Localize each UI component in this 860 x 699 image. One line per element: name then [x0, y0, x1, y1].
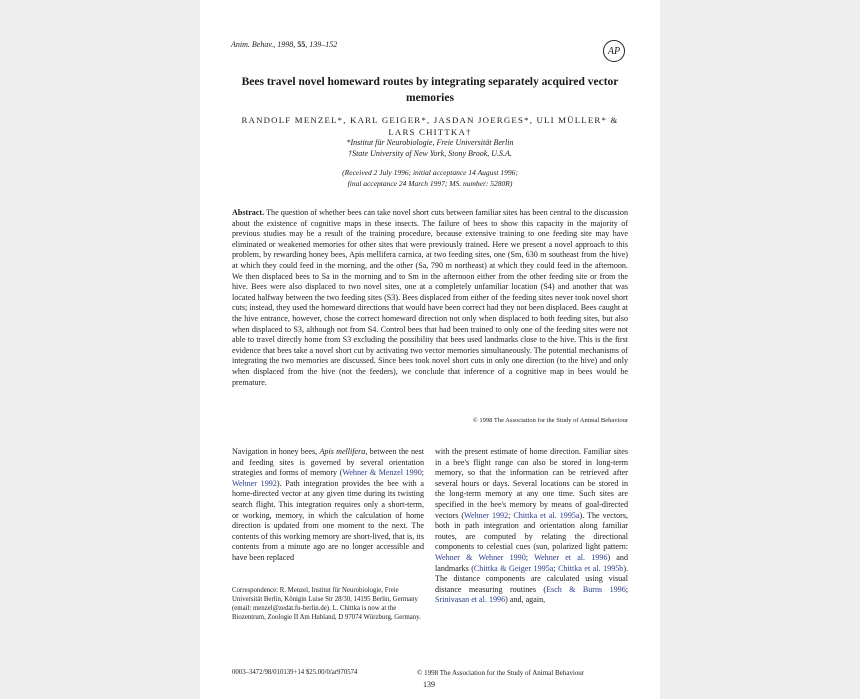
citation-link[interactable]: Srinivasan et al. 1996 — [435, 595, 506, 605]
citation-link[interactable]: Esch & Burns 1996 — [546, 584, 626, 594]
abstract-text: The question of whether bees can take novel short cuts between familiar sites has been central to the discussion about the existence of cognitive maps in these insects. The failure of bees to show this capacity in the majority of previous studies may be a result of the training procedure, because extensive training to one feeding site may have eliminated or weakened memories for other sites that were previously trained. Here we present a novel approach to this problem, by rewarding honey bees, Apis mellifera carnica, at two feeding sites, one (Sm, 630 m southeast from the hive) at which they could feed in the morning, and the other (Sa, 790 m northeast) at which they could feed in the afternoon. We then displaced bees to Sa in the morning and to Sm in the afternoon either from the other feeding site or from the hive. Bees were also displaced to two novel sites, one at a completely unfamiliar location (S4) and another that was located halfway between the two feeding sites (S3). Bees displaced from either of the feeding sites never took novel short cuts; instead, they used the homeward directions that would have been correct had they not been displaced. Bees caught at the hive entrance, however, chose the correct homeward direction not only when displaced to both feeding sites, but also when displaced to S3, although not from S4. Control bees that had been trained to only one of the feeding sites were not able to travel directly home from S3 excluding the possibility that bees used landmarks close to the hive. This is the first evidence that bees take a novel short cut by activating two vector memories simultaneously. The potential mechanisms of integrating the two memories are discussed. Since bees took novel short cuts in only one direction (to the hive) and only when displaced from the hive (not the feeders), we conclude that inference of a cognitive map in bees would be premature. — [232, 208, 628, 387]
citation-link[interactable]: Wehner et al. 1996 — [534, 552, 608, 562]
author-list: RANDOLF MENZEL*, KARL GEIGER*, JASDAN JOERGES*, ULI MÜLLER* & LARS CHITTKA† — [241, 115, 619, 137]
correspondence-note: Correspondence: R. Menzel, Institut für Neurobiologie, Freie Universität Berlin, Königin Luise Str 28/30, 14195 Berlin, Germany (email: menzel@zedat.fu-berlin.de). L. Chittka is now at the Biozentrum, Zoologie II Am Hubland, D 97074 Würzburg, Germany. — [232, 587, 421, 621]
page-number: 139 — [423, 680, 435, 689]
affiliation-1: *Institut für Neurobiologie, Freie Universität Berlin — [346, 138, 514, 147]
abstract-copyright: © 1998 The Association for the Study of Animal Behaviour — [472, 417, 628, 424]
received-line-2: final acceptance 24 March 1997; MS. number: 5280R) — [347, 179, 513, 188]
journal-citation: Anim. Behav., 1998, 55, 139–152 — [231, 40, 338, 49]
abstract-label: Abstract. — [232, 208, 265, 217]
citation-link[interactable]: Wehner & Menzel 1990 — [342, 468, 422, 478]
paper-page — [200, 0, 660, 699]
journal-abbr: Anim. Behav. — [231, 40, 274, 49]
affiliations — [230, 137, 630, 159]
received-line-1: (Received 2 July 1996; initial acceptance 14 August 1996; — [342, 168, 518, 177]
citation-link[interactable]: Wehner 1992 — [232, 478, 277, 488]
footer-copyright: © 1998 The Association for the Study of Animal Behaviour — [417, 669, 585, 677]
citation-link[interactable]: Chittka et al. 1995a — [513, 510, 580, 520]
publisher-logo-icon: AP — [603, 40, 625, 62]
affiliation-2: †State University of New York, Stony Brook, U.S.A. — [348, 149, 512, 158]
article-code: 0003–3472/98/010139+14 $25.00/0/ar970574 — [232, 669, 358, 676]
paper-title: Bees travel novel homeward routes by integrating separately acquired vector memories — [241, 76, 619, 104]
received-dates — [230, 167, 630, 189]
citation-link[interactable]: Chittka & Geiger 1995a — [473, 563, 554, 573]
abstract — [232, 208, 628, 388]
body-column-left: Navigation in honey bees, Apis mellifera, between the nest and feeding sites is governed by several orientation strategies and forms of memory (Wehner & Menzel 1990; Wehner 1992). Path integration provides the bee with a home-directed vector at any given time during its twisting search flight. This integration requires only a short-term, or working, memory, in which the calculation of home direction is updated from one moment to the next. The contents of this working memory are short-lived, that is, its contents from a minute ago are no longer accessible and have been replaced — [232, 447, 424, 562]
citation-link[interactable]: Wehner & Wehner 1990 — [435, 552, 526, 562]
citation-link[interactable]: Chittka et al. 1995b — [558, 563, 624, 573]
body-column-right: with the present estimate of home direction. Familiar sites in a bee's flight range can also be stored in long-term memory, so that the information can be retrieved after several hours or days. Several locations can be stored in the long-term memory at any one time. Such sites are specified in the bee's memory by means of goal-directed vectors (Wehner 1992; Chittka et al. 1995a). The vectors, both in path integration and orientation along familiar routes, are computed by relating the directional components to celestial cues (sun, polarized light pattern: Wehner & Wehner 1990; Wehner et al. 1996) and landmarks (Chittka & Geiger 1995a; Chittka et al. 1995b). The distance components are calculated using visual distance measuring routines (Esch & Burns 1996; Srinivasan et al. 1996) and, again, — [435, 447, 629, 605]
citation-link[interactable]: Wehner 1992 — [464, 510, 509, 520]
volume: 55 — [297, 40, 306, 49]
